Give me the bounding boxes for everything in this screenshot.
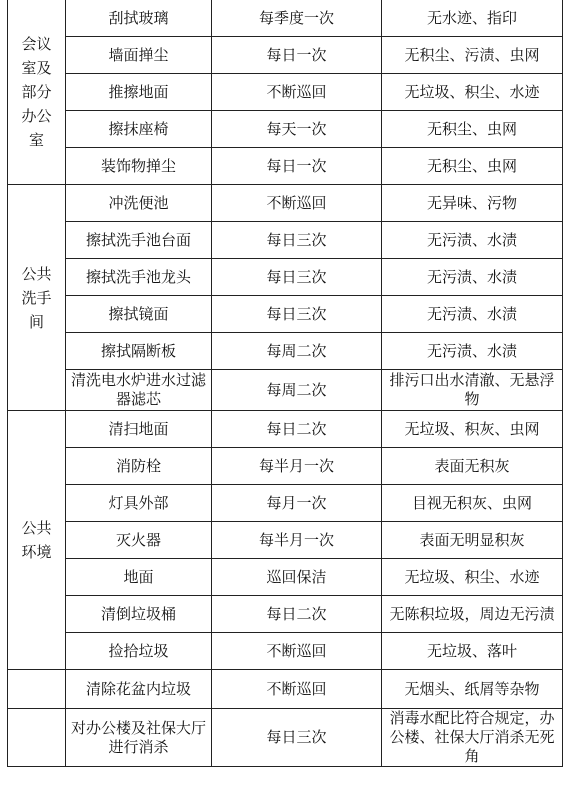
table-row	[8, 559, 563, 596]
table-row	[8, 37, 563, 74]
standard-cell: 无烟头、纸屑等杂物	[382, 670, 563, 709]
frequency-cell: 每日三次	[212, 709, 382, 767]
frequency-cell: 每天一次	[212, 111, 382, 148]
frequency-cell: 每半月一次	[212, 448, 382, 485]
frequency-cell: 每日三次	[212, 222, 382, 259]
item-cell: 灯具外部	[66, 485, 212, 522]
table-row	[8, 522, 563, 559]
frequency-cell: 每周二次	[212, 333, 382, 370]
frequency-cell: 每日二次	[212, 596, 382, 633]
table-row	[8, 296, 563, 333]
standard-cell: 无积尘、虫网	[382, 111, 563, 148]
area-cell: 公共洗手间	[8, 185, 66, 411]
item-cell: 地面	[66, 559, 212, 596]
item-cell: 灭火器	[66, 522, 212, 559]
item-cell: 墙面掸尘	[66, 37, 212, 74]
item-cell: 擦抹座椅	[66, 111, 212, 148]
standard-cell: 无污渍、水渍	[382, 259, 563, 296]
standard-cell: 无垃圾、积尘、水迹	[382, 559, 563, 596]
area-cell	[8, 670, 66, 709]
table-row	[8, 709, 563, 767]
frequency-cell: 不断巡回	[212, 633, 382, 670]
frequency-cell: 每日三次	[212, 259, 382, 296]
item-cell: 消防栓	[66, 448, 212, 485]
standard-cell: 无垃圾、落叶	[382, 633, 563, 670]
frequency-cell: 巡回保洁	[212, 559, 382, 596]
standard-cell: 无积尘、虫网	[382, 148, 563, 185]
standard-cell: 无垃圾、积尘、水迹	[382, 74, 563, 111]
table-row	[8, 411, 563, 448]
item-cell: 擦拭洗手池龙头	[66, 259, 212, 296]
table-row	[8, 333, 563, 370]
cleaning-schedule-table	[7, 0, 563, 767]
table-row	[8, 670, 563, 709]
table-row	[8, 74, 563, 111]
table-row	[8, 485, 563, 522]
item-cell: 清扫地面	[66, 411, 212, 448]
item-cell: 推擦地面	[66, 74, 212, 111]
frequency-cell: 每日一次	[212, 148, 382, 185]
standard-cell: 无污渍、水渍	[382, 296, 563, 333]
area-cell-empty	[8, 709, 66, 767]
item-cell: 冲洗便池	[66, 185, 212, 222]
table-row	[8, 148, 563, 185]
standard-cell: 无异味、污物	[382, 185, 563, 222]
table-row	[8, 370, 563, 411]
item-cell: 捡拾垃圾	[66, 633, 212, 670]
standard-cell: 目视无积灰、虫网	[382, 485, 563, 522]
item-cell: 刮拭玻璃	[66, 0, 212, 37]
standard-cell: 表面无积灰	[382, 448, 563, 485]
table-row	[8, 633, 563, 670]
standard-cell: 无垃圾、积灰、虫网	[382, 411, 563, 448]
frequency-cell: 不断巡回	[212, 185, 382, 222]
item-cell: 清洗电水炉进水过滤器滤芯	[66, 370, 212, 411]
area-cell: 会议室及部分办公室	[8, 0, 66, 185]
table-row	[8, 259, 563, 296]
item-cell: 擦拭隔断板	[66, 333, 212, 370]
standard-cell: 无污渍、水渍	[382, 333, 563, 370]
item-cell: 装饰物掸尘	[66, 148, 212, 185]
table-row	[8, 0, 563, 37]
item-cell: 清倒垃圾桶	[66, 596, 212, 633]
frequency-cell: 每半月一次	[212, 522, 382, 559]
standard-cell: 无陈积垃圾，周边无污渍	[382, 596, 563, 633]
table-row	[8, 596, 563, 633]
standard-cell: 无水迹、指印	[382, 0, 563, 37]
table-row	[8, 222, 563, 259]
frequency-cell: 每日二次	[212, 411, 382, 448]
item-cell: 擦拭洗手池台面	[66, 222, 212, 259]
area-cell: 公共环境	[8, 411, 66, 670]
frequency-cell: 不断巡回	[212, 670, 382, 709]
standard-cell: 表面无明显积灰	[382, 522, 563, 559]
item-cell: 清除花盆内垃圾	[66, 670, 212, 709]
table-row	[8, 111, 563, 148]
item-cell: 擦拭镜面	[66, 296, 212, 333]
table-row	[8, 185, 563, 222]
frequency-cell: 不断巡回	[212, 74, 382, 111]
frequency-cell: 每日一次	[212, 37, 382, 74]
table-row	[8, 448, 563, 485]
frequency-cell: 每日三次	[212, 296, 382, 333]
frequency-cell: 每月一次	[212, 485, 382, 522]
frequency-cell: 每周二次	[212, 370, 382, 411]
standard-cell: 消毒水配比符合规定，办公楼、社保大厅消杀无死角	[382, 709, 563, 767]
frequency-cell: 每季度一次	[212, 0, 382, 37]
standard-cell: 排污口出水清澈、无悬浮物	[382, 370, 563, 411]
standard-cell: 无积尘、污渍、虫网	[382, 37, 563, 74]
item-cell: 对办公楼及社保大厅进行消杀	[66, 709, 212, 767]
standard-cell: 无污渍、水渍	[382, 222, 563, 259]
